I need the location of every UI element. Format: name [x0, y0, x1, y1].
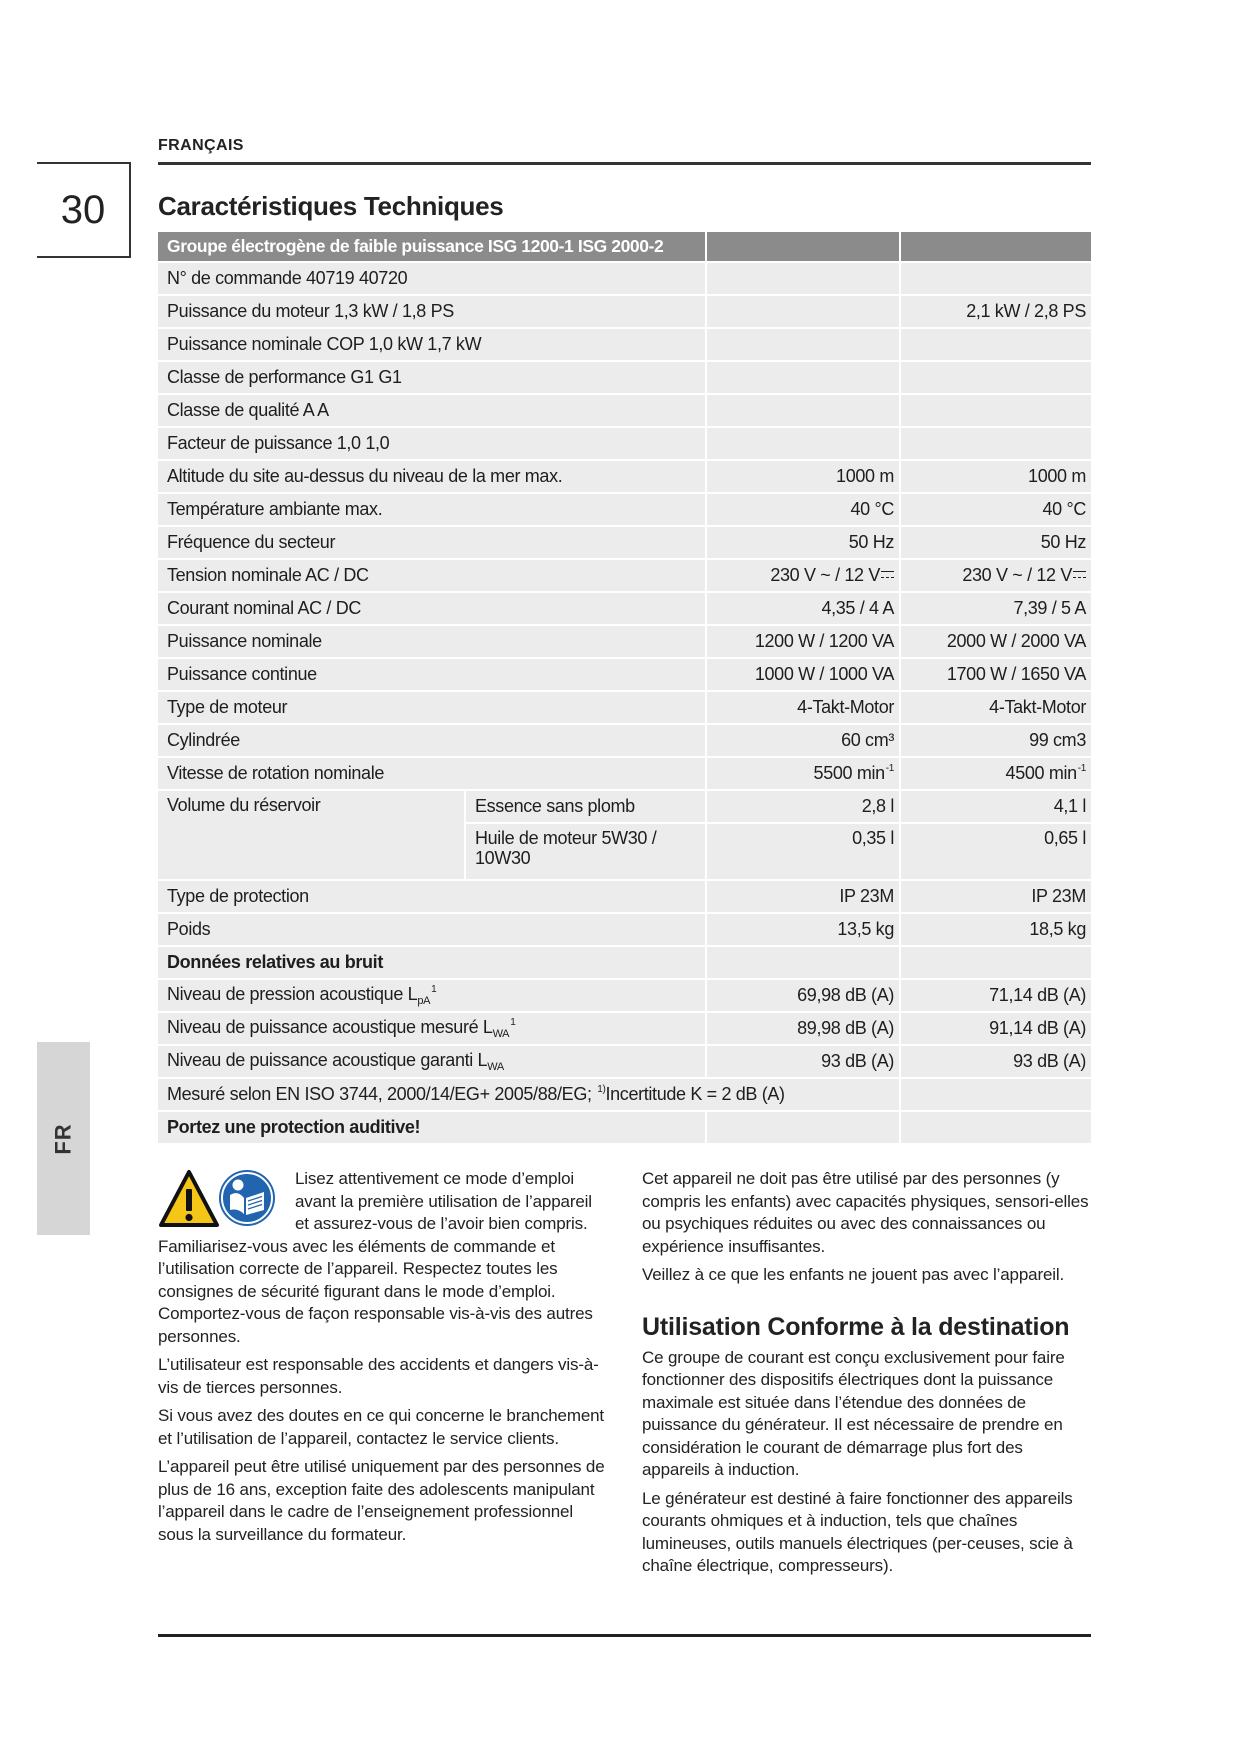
- spec-label-displacement: Cylindrée: [158, 725, 705, 756]
- spec-value-isg1200: 1000 W / 1000 VA: [707, 659, 899, 690]
- read-manual-icon: [219, 1170, 275, 1226]
- safety-paragraph: L’appareil peut être utilisé uniquement par des personnes de plus de 16 ans, exception faite des adolescents manipulant l’appareil dans le cadre de l’enseignement professionnel sous la surveillance du formateur.: [158, 1457, 605, 1544]
- spec-sublabel-engine-oil: Huile de moteur 5W30 / 10W30: [466, 824, 705, 879]
- spec-measurement-note: Mesuré selon EN ISO 3744, 2000/14/EG+ 2005/88/EG; $^{1)}$Incertitude K = 2 dB (A): [158, 1079, 899, 1110]
- usage-paragraph: Le générateur est destiné à faire fonctionner des appareils courants ohmiques et à induction, tels que chaînes lumineuses, outils manuels électriques (per-ceuses, scie à chaîne électrique, compresseurs).: [642, 1488, 1073, 1575]
- spec-hearing-protection-note: Portez une protection auditive!: [158, 1112, 705, 1143]
- spec-value-isg1200: 60 cm³: [707, 725, 899, 756]
- spec-value-isg2000: 230 V ~ / 12 V: [901, 560, 1091, 591]
- safety-paragraph: Si vous avez des doutes en ce qui concerne le branchement et l’utilisation de l’appareil, contactez le service clients.: [158, 1406, 605, 1448]
- spec-label-power-factor: Facteur de puissance 1,0 1,0: [158, 428, 705, 459]
- spec-label-performance-class: Classe de performance G1 G1: [158, 362, 705, 393]
- spec-value-isg2000: [901, 395, 1091, 426]
- spec-label-frequency: Fréquence du secteur: [158, 527, 705, 558]
- spec-label-ambient-temperature: Température ambiante max.: [158, 494, 705, 525]
- spec-label-weight: Poids: [158, 914, 705, 945]
- spec-label-sound-power-measured: Niveau de puissance acoustique mesuré $L_{WA}^1$: [158, 1013, 705, 1044]
- spec-value-isg2000: 18,5 kg: [901, 914, 1091, 945]
- spec-value-isg2000: [901, 362, 1091, 393]
- footer-rule: [158, 1634, 1091, 1637]
- safety-paragraph: Lisez attentivement ce mode d’emploi avant la première utilisation de l’appareil et assurez-vous de l’avoir bien compris. Familiarisez-vous avec les éléments de commande et l’utilisation correcte de l’appareil. Respectez toutes les consignes de sécurité figurant dans le mode d’emploi. Comportez-vous de façon responsable vis-à-vis des autres personnes.: [158, 1169, 593, 1346]
- language-header: FRANÇAIS: [158, 137, 244, 154]
- spec-value-isg2000: [901, 263, 1091, 294]
- spec-value-isg2000: [901, 1112, 1091, 1143]
- spec-value-isg1200: 5500 $\min^{-1}$: [707, 758, 899, 789]
- spec-section-noise: Données relatives au bruit: [158, 947, 705, 978]
- spec-label-protection-type: Type de protection: [158, 881, 705, 912]
- spec-label-engine-type: Type de moteur: [158, 692, 705, 723]
- spec-value-isg1200: [707, 947, 899, 978]
- spec-label-altitude: Altitude du site au-dessus du niveau de la mer max.: [158, 461, 705, 492]
- spec-value-isg2000: [901, 947, 1091, 978]
- spec-value-isg2000: 4-Takt-Motor: [901, 692, 1091, 723]
- spec-value-isg1200: 1000 m: [707, 461, 899, 492]
- spec-label-engine-power: Puissance du moteur 1,3 kW / 1,8 PS: [158, 296, 705, 327]
- spec-value-isg2000: [901, 1079, 1091, 1110]
- spec-value-isg2000: 0,65 l: [901, 824, 1091, 879]
- spec-value-isg1200: 230 V ~ / 12 V: [707, 560, 899, 591]
- spec-label-quality-class: Classe de qualité A A: [158, 395, 705, 426]
- spec-value-isg1200: [707, 428, 899, 459]
- spec-label-sound-power-guaranteed: Niveau de puissance acoustique garanti $L_{WA}$: [158, 1046, 705, 1077]
- spec-label-rotation-speed: Vitesse de rotation nominale: [158, 758, 705, 789]
- spec-value-isg1200: 40 °C: [707, 494, 899, 525]
- spec-value-isg1200: [707, 395, 899, 426]
- dc-symbol-icon: [1073, 571, 1086, 578]
- spec-value-isg2000: 2,1 kW / 2,8 PS: [901, 296, 1091, 327]
- spec-value-isg1200: 69,98 dB (A): [707, 980, 899, 1011]
- spec-label-order-number: N° de commande 40719 40720: [158, 263, 705, 294]
- safety-paragraph: L’utilisateur est responsable des accidents et dangers vis-à-vis de tierces personnes.: [158, 1355, 599, 1397]
- table-header-cell-isg1200: [707, 232, 899, 261]
- spec-value-isg1200: 4,35 / 4 A: [707, 593, 899, 624]
- spec-value-isg2000: 71,14 dB (A): [901, 980, 1091, 1011]
- spec-label-nominal-voltage: Tension nominale AC / DC: [158, 560, 705, 591]
- spec-value-isg2000: 91,14 dB (A): [901, 1013, 1091, 1044]
- spec-value-isg2000: 1700 W / 1650 VA: [901, 659, 1091, 690]
- spec-value-isg1200: 2,8 l: [707, 791, 899, 822]
- spec-value-isg1200: [707, 362, 899, 393]
- warning-triangle-icon: [161, 1172, 217, 1225]
- table-header-cell-isg2000: [901, 232, 1091, 261]
- spec-value-isg1200: 89,98 dB (A): [707, 1013, 899, 1044]
- usage-paragraph: Cet appareil ne doit pas être utilisé par des personnes (y compris les enfants) avec capacités physiques, sensori-elles ou psychiques réduites ou avec des connaissances ou expérience insuffisantes.: [642, 1169, 1089, 1256]
- intended-use-heading: Utilisation Conforme à la destination: [642, 1312, 1070, 1341]
- page-number: 30: [60, 187, 106, 232]
- spec-value-isg2000: 40 °C: [901, 494, 1091, 525]
- spec-value-isg2000: IP 23M: [901, 881, 1091, 912]
- spec-value-isg2000: 93 dB (A): [901, 1046, 1091, 1077]
- spec-table: [158, 232, 1091, 1143]
- spec-value-isg1200: 13,5 kg: [707, 914, 899, 945]
- page-title: Caractéristiques Techniques: [158, 191, 504, 221]
- page-number-box: [37, 162, 131, 258]
- spec-value-isg2000: 99 cm3: [901, 725, 1091, 756]
- spec-label-nominal-power: Puissance nominale: [158, 626, 705, 657]
- spec-value-isg1200: [707, 329, 899, 360]
- spec-label-continuous-power: Puissance continue: [158, 659, 705, 690]
- spec-value-isg1200: 4-Takt-Motor: [707, 692, 899, 723]
- spec-value-isg2000: 1000 m: [901, 461, 1091, 492]
- table-header-title: [158, 232, 705, 261]
- spec-label-sound-pressure: Niveau de pression acoustique $L_{pA}^1$: [158, 980, 705, 1011]
- usage-paragraph: Veillez à ce que les enfants ne jouent pas avec l’appareil.: [642, 1265, 1065, 1284]
- safety-icons: [158, 1168, 295, 1234]
- language-side-tab: [37, 1042, 90, 1235]
- spec-value-isg2000: [901, 428, 1091, 459]
- spec-sublabel-petrol: Essence sans plomb: [466, 791, 705, 822]
- spec-value-isg1200: [707, 263, 899, 294]
- spec-label-tank-volume: Volume du réservoir: [158, 791, 464, 879]
- usage-column: [642, 1168, 1091, 1584]
- spec-value-isg1200: 93 dB (A): [707, 1046, 899, 1077]
- header-rule: [158, 162, 1091, 165]
- usage-paragraph: Ce groupe de courant est conçu exclusivement pour faire fonctionner des dispositifs électriques dont la puissance maximale est située dans l’étendue des données de puissance du générateur. Il est nécessaire de prendre en considération le courant de démarrage plus fort des appareils à induction.: [642, 1347, 1065, 1479]
- side-tab-label: FR: [50, 1122, 76, 1155]
- spec-label-cop-power: Puissance nominale COP 1,0 kW 1,7 kW: [158, 329, 705, 360]
- spec-label-nominal-current: Courant nominal AC / DC: [158, 593, 705, 624]
- spec-value-isg1200: 0,35 l: [707, 824, 899, 879]
- spec-value-isg2000: 7,39 / 5 A: [901, 593, 1091, 624]
- spec-value-isg2000: 50 Hz: [901, 527, 1091, 558]
- table-header-text: Groupe électrogène de faible puissance ISG 1200-1 ISG 2000-2: [167, 236, 664, 256]
- spec-value-isg1200: IP 23M: [707, 881, 899, 912]
- spec-value-isg1200: 1200 W / 1200 VA: [707, 626, 899, 657]
- spec-value-isg1200: 50 Hz: [707, 527, 899, 558]
- spec-value-isg2000: 4500 $\min^{-1}$: [901, 758, 1091, 789]
- safety-column: [158, 1168, 609, 1552]
- dc-symbol-icon: [881, 571, 894, 578]
- spec-value-isg2000: 2000 W / 2000 VA: [901, 626, 1091, 657]
- spec-value-isg1200: [707, 296, 899, 327]
- spec-value-isg2000: 4,1 l: [901, 791, 1091, 822]
- spec-value-isg1200: [707, 1112, 899, 1143]
- spec-value-isg2000: [901, 329, 1091, 360]
